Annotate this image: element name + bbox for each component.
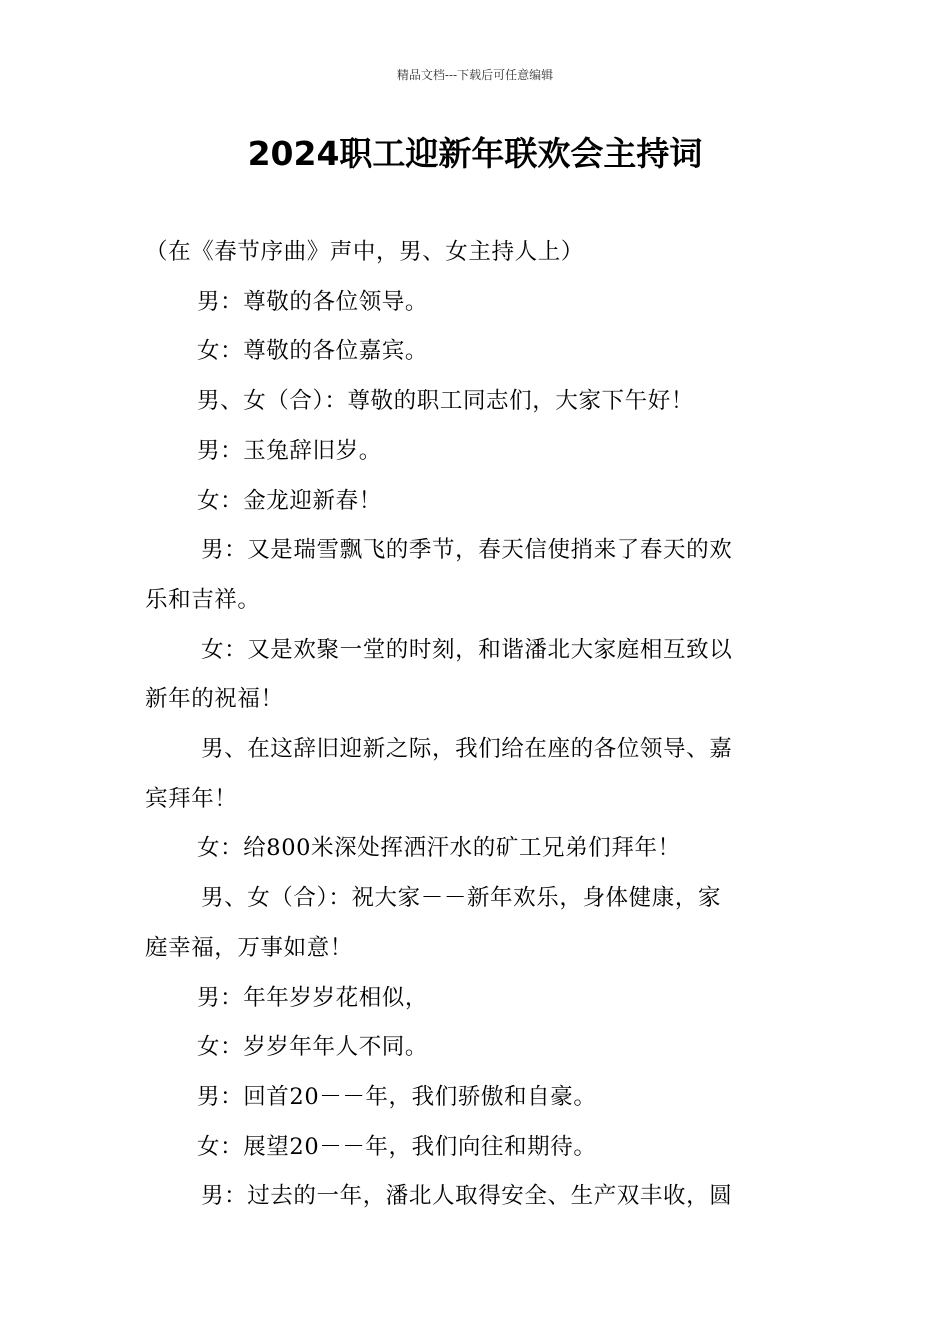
text-line: 女：又是欢聚一堂的时刻，和谐潘北大家庭相互致以 <box>201 636 733 663</box>
text-line: 男：玉兔辞旧岁。 <box>197 437 382 464</box>
text-line: 男：过去的一年，潘北人取得安全、生产双丰收，圆 <box>201 1183 733 1210</box>
text-line: 乐和吉祥。 <box>145 586 261 613</box>
text-line: 宾拜年！ <box>145 785 238 812</box>
text-line: （在《春节序曲》声中，男、女主持人上） <box>145 239 584 265</box>
text-line: 庭幸福，万事如意！ <box>145 934 353 961</box>
text-line: 男、女（合）：祝大家－－新年欢乐，身体健康，家 <box>201 885 722 912</box>
document-title: 2024职工迎新年联欢会主持词 <box>247 134 703 173</box>
text-line: 女：给800米深处挥洒汗水的矿工兄弟们拜年！ <box>197 835 681 862</box>
text-line: 男：回首20－－年，我们骄傲和自豪。 <box>197 1083 597 1110</box>
text-line: 女：展望20－－年，我们向往和期待。 <box>197 1133 597 1160</box>
text-line: 男：年年岁岁花相似， <box>197 984 429 1011</box>
text-line: 男：又是瑞雪飘飞的季节，春天信使捎来了春天的欢 <box>201 537 733 564</box>
text-line: 男：尊敬的各位领导。 <box>197 288 429 315</box>
text-line: 女：金龙迎新春！ <box>197 487 382 514</box>
text-line: 女：尊敬的各位嘉宾。 <box>197 338 429 365</box>
text-line: 新年的祝福！ <box>145 686 284 713</box>
text-line: 男、在这辞旧迎新之际，我们给在座的各位领导、嘉 <box>201 736 733 763</box>
header-note: 精品文档---下载后可任意编辑 <box>396 68 554 82</box>
text-line: 女：岁岁年年人不同。 <box>197 1034 429 1061</box>
text-line: 男、女（合）：尊敬的职工同志们，大家下午好！ <box>197 388 694 415</box>
body-text <box>145 228 807 1222</box>
